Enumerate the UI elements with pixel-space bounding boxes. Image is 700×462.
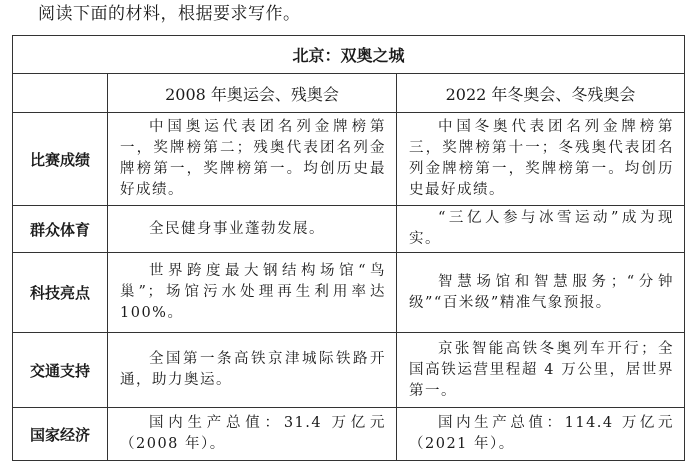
table-row-economy xyxy=(13,408,685,461)
header-empty-cell xyxy=(13,74,108,113)
cell-economy-2008: 国内生产总值：31.4 万亿元（2008 年）。 xyxy=(108,408,397,461)
cell-transport-2008: 全国第一条高铁京津城际铁路开通，助力奥运。 xyxy=(108,333,397,408)
cell-technology-2008: 世界跨度最大钢结构场馆“鸟巢”；场馆污水处理再生利用率达100%。 xyxy=(108,253,397,333)
row-label-transport: 交通支持 xyxy=(13,333,108,408)
table-row-technology xyxy=(13,253,685,333)
row-label-competition: 比赛成绩 xyxy=(13,113,108,206)
table-row-transport xyxy=(13,333,685,408)
cell-transport-2022: 京张智能高铁冬奥列车开行；全国高铁运营里程超 4 万公里，居世界第一。 xyxy=(397,333,685,408)
table-row-mass-sports xyxy=(13,206,685,253)
material-table xyxy=(12,35,685,461)
table-header-row xyxy=(13,74,685,113)
table-title: 北京：双奥之城 xyxy=(13,36,685,74)
table-row-competition xyxy=(13,113,685,206)
cell-competition-2008: 中国奥运代表团名列金牌榜第一，奖牌榜第二；残奥代表团名列金牌榜第一，奖牌榜第一。均创历史最好成绩。 xyxy=(108,113,397,206)
row-label-mass-sports: 群众体育 xyxy=(13,206,108,253)
cell-technology-2022: 智慧场馆和智慧服务；“分钟级”“百米级”精准气象预报。 xyxy=(397,253,685,333)
cell-mass-sports-2022: “三亿人参与冰雪运动”成为现实。 xyxy=(397,206,685,253)
row-label-technology: 科技亮点 xyxy=(13,253,108,333)
table-title-row xyxy=(13,36,685,74)
cell-competition-2022: 中国冬奥代表团名列金牌榜第三，奖牌榜第十一；冬残奥代表团名列金牌榜第一，奖牌榜第一。均创历史最好成绩。 xyxy=(397,113,685,206)
cell-economy-2022: 国内生产总值：114.4 万亿元（2021 年）。 xyxy=(397,408,685,461)
column-header-2008: 2008 年奥运会、残奥会 xyxy=(108,74,397,113)
column-header-2022: 2022 年冬奥会、冬残奥会 xyxy=(397,74,685,113)
cell-mass-sports-2008: 全民健身事业蓬勃发展。 xyxy=(108,206,397,253)
row-label-economy: 国家经济 xyxy=(13,408,108,461)
instruction-text: 阅读下面的材料，根据要求写作。 xyxy=(38,4,301,24)
